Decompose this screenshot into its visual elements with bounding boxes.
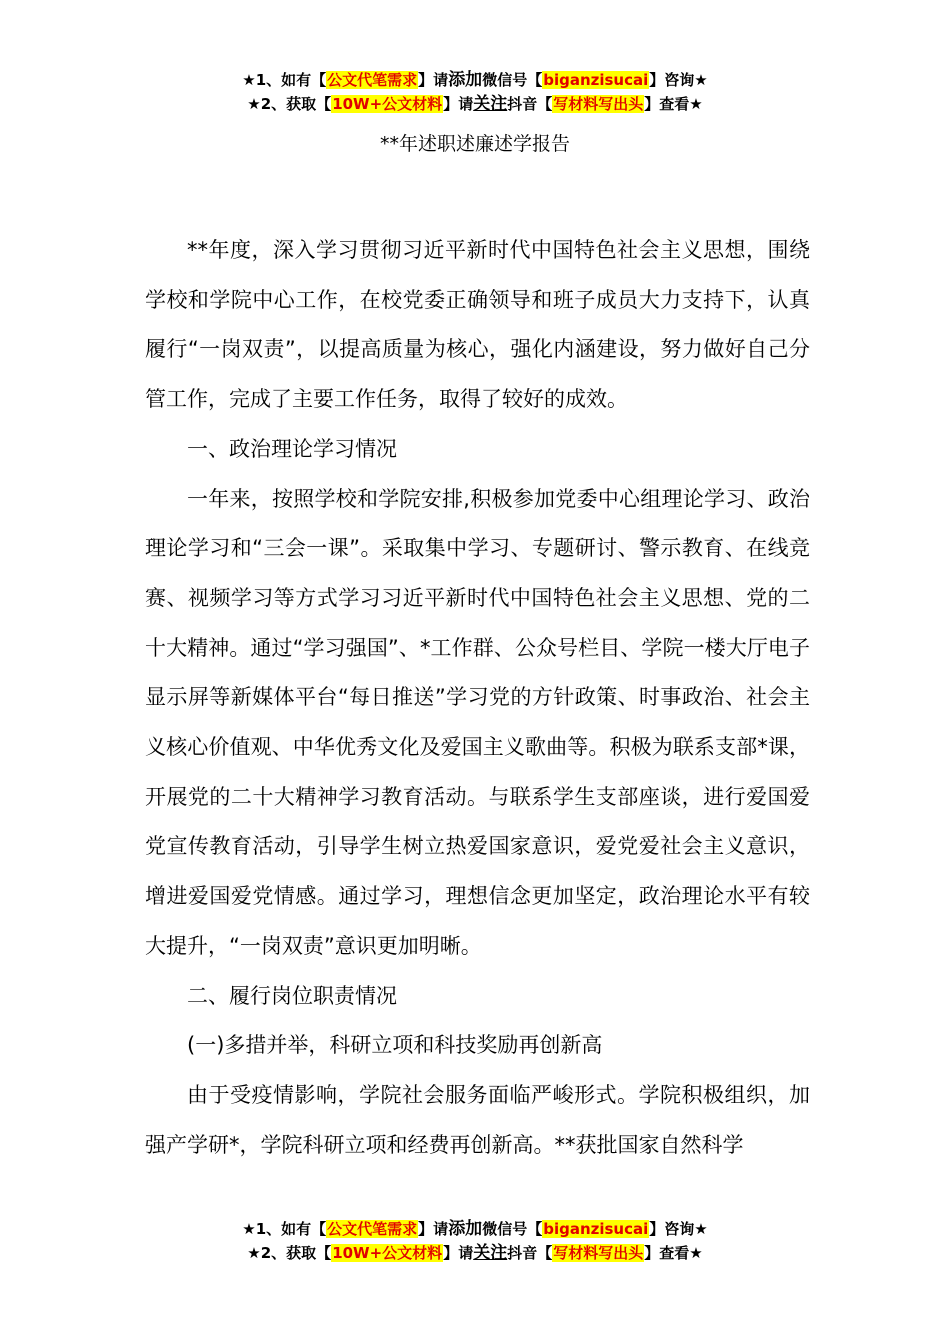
banner-text: 微信号【 xyxy=(482,71,543,89)
banner-emphasis: 添加 xyxy=(448,1219,483,1239)
header-banner xyxy=(0,68,950,116)
douyin-id: 写材料写出头 xyxy=(553,1244,644,1262)
banner-text: 】请 xyxy=(443,1244,474,1262)
paragraph-political-study: 一年来，按照学校和学院安排,积极参加党委中心组理论学习、政治理论学习和“三会一课”。采取集中学习、专题研讨、警示教育、在线竞赛、视频学习等方式学习习近平新时代中国特色社会主义思想、党的二十大精神。通过“学习强国”、*工作群、公众号栏目、学院一楼大厅电子显示屏等新媒体平台“每日推送”学习党的方针政策、时事政治、社会主义核心价值观、中华优秀文化及爱国主义歌曲等。积极为联系支部*课，开展党的二十大精神学习教育活动。与联系学生支部座谈，进行爱国爱党宣传教育活动，引导学生树立热爱国家意识，爱党爱社会主义意识，增进爱国爱党情感。通过学习，理想信念更加坚定，政治理论水平有较大提升，“一岗双责”意识更加明晰。 xyxy=(145,486,810,958)
section-heading-2: 二、履行岗位职责情况 xyxy=(187,983,397,1008)
banner-text: 微信号【 xyxy=(482,1220,543,1238)
document-body xyxy=(145,226,810,1170)
banner-text: 】请 xyxy=(418,71,449,89)
banner-text: 】请 xyxy=(443,95,474,113)
document-title: **年述职述廉述学报告 xyxy=(379,133,570,155)
wechat-id: biganzisucai xyxy=(543,71,649,89)
banner-text: ★2、获取【 xyxy=(247,1244,332,1262)
douyin-id: 写材料写出头 xyxy=(553,95,644,113)
banner-text: 抖音【 xyxy=(507,1244,553,1262)
banner-emphasis: 关注 xyxy=(473,94,508,114)
banner-text: 抖音【 xyxy=(507,95,553,113)
highlight-tag: 10W+公文材料 xyxy=(332,1244,443,1262)
wechat-id: biganzisucai xyxy=(543,1220,649,1238)
paragraph-research: 由于受疫情影响，学院社会服务面临严峻形式。学院积极组织，加强产学研*，学院科研立项和经费再创新高。**获批国家自然科学 xyxy=(145,1082,810,1157)
banner-line-2 xyxy=(0,92,950,116)
footer-banner xyxy=(0,1217,950,1265)
banner-text: 】查看★ xyxy=(644,1244,703,1262)
banner-line-1 xyxy=(0,1217,950,1241)
banner-text: 】请 xyxy=(418,1220,449,1238)
highlight-tag: 公文代笔需求 xyxy=(327,71,418,89)
highlight-tag: 10W+公文材料 xyxy=(332,95,443,113)
banner-text: 】咨询★ xyxy=(649,1220,708,1238)
banner-text: ★1、如有【 xyxy=(242,1220,327,1238)
banner-line-2 xyxy=(0,1241,950,1265)
banner-line-1 xyxy=(0,68,950,92)
subsection-heading-1: (一)多措并举，科研立项和科技奖励再创新高 xyxy=(187,1033,603,1058)
banner-text: ★1、如有【 xyxy=(242,71,327,89)
banner-text: ★2、获取【 xyxy=(247,95,332,113)
banner-text: 】咨询★ xyxy=(649,71,708,89)
banner-emphasis: 添加 xyxy=(448,70,483,90)
highlight-tag: 公文代笔需求 xyxy=(327,1220,418,1238)
banner-text: 】查看★ xyxy=(644,95,703,113)
section-heading-1: 一、政治理论学习情况 xyxy=(187,436,397,461)
banner-emphasis: 关注 xyxy=(473,1243,508,1263)
paragraph-intro: **年度，深入学习贯彻习近平新时代中国特色社会主义思想，围绕学校和学院中心工作，在校党委正确领导和班子成员大力支持下，认真履行“一岗双责”，以提高质量为核心，强化内涵建设，努力做好自己分管工作，完成了主要工作任务，取得了较好的成效。 xyxy=(145,238,810,412)
